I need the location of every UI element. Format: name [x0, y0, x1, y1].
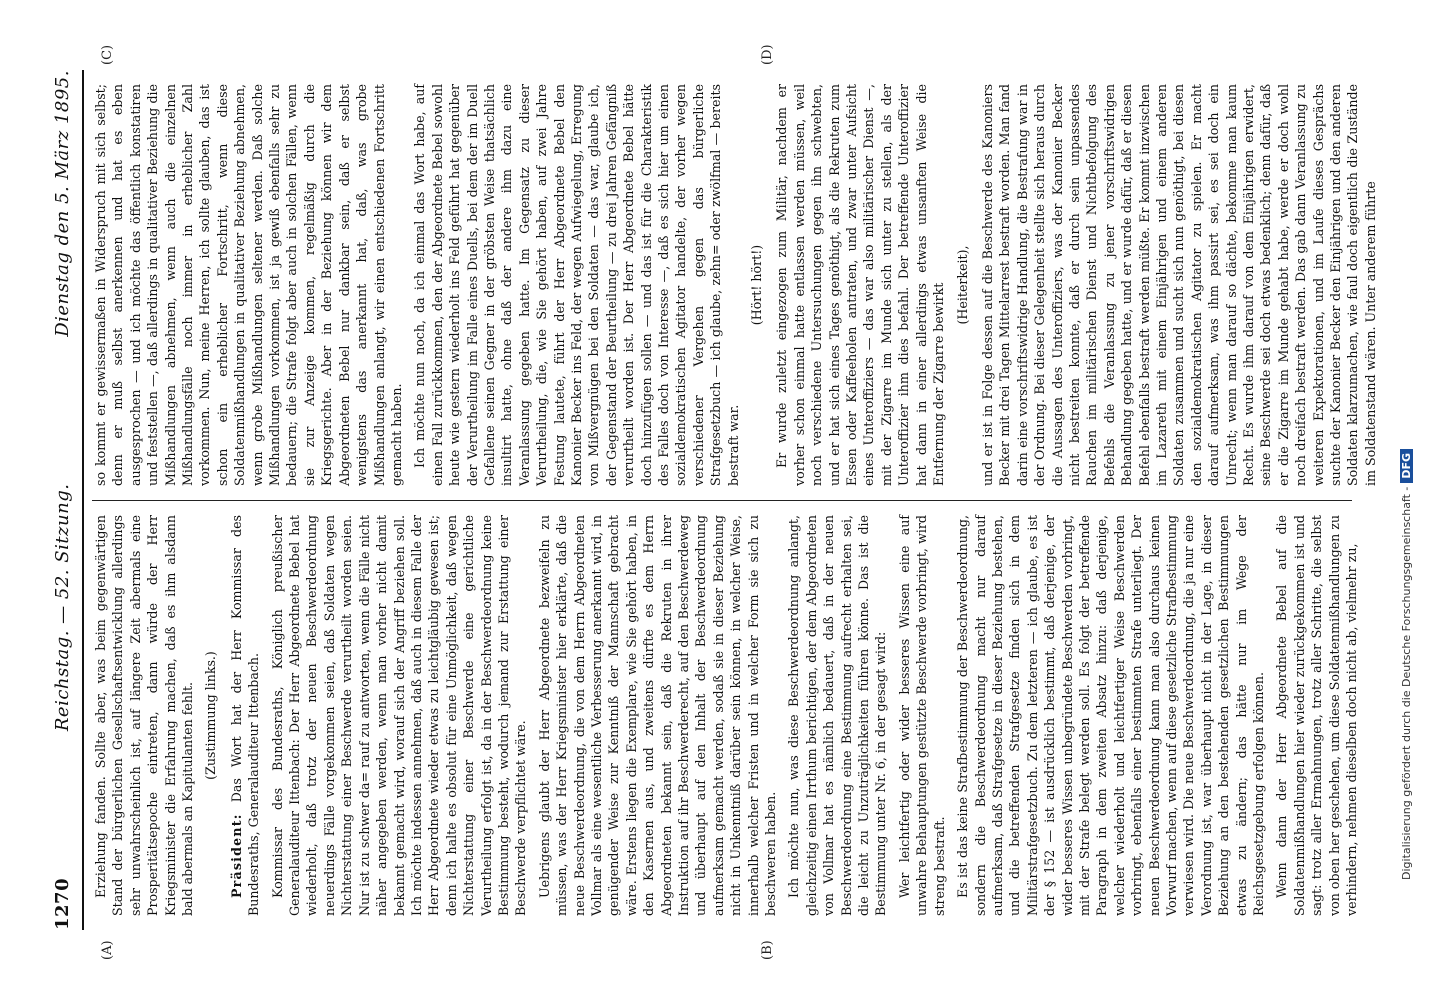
margin-letter-d: (D) — [760, 44, 775, 65]
paragraph — [1273, 515, 1360, 916]
left-column — [92, 500, 1360, 930]
paragraph — [228, 515, 263, 916]
paragraph — [954, 84, 971, 486]
paragraph — [785, 515, 889, 916]
paragraph — [92, 84, 405, 486]
paragraph-text: so kommt er gewissermaßen in Widerspruch mit sich selbst; denn er muß selbst anerkennen und hat es eben ausgesprochen — und ich möchte das öffentlich konstatiren und feststellen —, daß allerdings in qualitativer Beziehung die Mißhandlungen abnehmen, wenn auch die einzelnen Mißhandlungsfälle noch immer in erheblicher Zahl vorkommen. Nun, meine Herren, ich sollte glauben, das ist schon ein erheblicher Fortschritt, wenn diese Soldatenmißhandlungen in qualitativer Beziehung abnehmen, wenn grobe Mißhandlungen seltener werden. Daß solche Mißhandlungen vorkommen, ist ja gewiß ebenfalls sehr zu bedauern; die Strafe folgt aber auch in solchen Fällen, wenn sie zur Anzeige kommen, regelmäßig durch die Kriegsgerichte. Aber in der Beziehung können wir dem Abgeordneten Bebel nur dankbar sein, daß er selbst wenigstens das anerkannt hat, daß, was grobe Mißhandlungen anlangt, wir einen entschiedenen Fortschritt gemacht haben. — [93, 84, 404, 486]
paragraph-text: und er ist in Folge dessen auf die Beschwerde des Kanoniers Becker mit drei Tagen Mittelarrest bestraft worden. Man fand darin eine vorschriftswidrige Handlung, die Bestrafung war in der Ordnung. Bei dieser Gelegenheit stellte sich heraus durch die Aussagen des Unteroffiziers, was der Kanonier Becker nicht bestreiten konnte, daß er durch sein unpassendes Rauchen im militärischen Dienst und Nichtbefolgung des Befehls die Veranlassung zu jener vorschriftswidrigen Behandlung gegeben hatte, und er wurde dafür, daß er diesen Befehl ebenfalls bestraft werden müßte. Er kommt inzwischen im Lazareth mit einem Einjährigen und einem anderen Soldaten zusammen und sucht sich nun genöthigt, bei diesen den sozialdemokratischen Agitator zu spielen. Er macht darauf aufmerksam, was ihm passirt sei, es sei doch ein Unrecht; wenn man darauf so dächte, bekomme man kaum Recht. Es wurde ihm darauf von dem Einjährigen erwidert, seine Beschwerde sei doch etwas bedenklich; denn dafür, daß er die Zigarre im Munde gehabt habe, werde er doch wohl noch dreifach bestraft werden. Das gab dann Veranlassung zu weiteren Expektorationen, und im Laufe dieses Gesprächs suchte der Kanonier Becker den Einjährigen und den anderen Soldaten klarzumachen, wie faul doch eigentlich die Zustände im Soldatenstand wären. Unter anderem führte — [979, 84, 1378, 486]
page-header — [52, 70, 84, 930]
session-title: Reichstag. — 52. Sitzung. — [52, 483, 73, 732]
paragraph-text: Ich möchte nun, was diese Beschwerdeordnung anlangt, gleichzeitig einen Irrthum berichtigen, der dem Abgeordneten von Vollmar hat es nämlich bedauert, daß in der neuen Beschwerdeordnung eine Bestimmung aufrecht erhalten sei, die leicht zu Unzuträglichkeiten führen könne. Das ist die Bestimmung unter Nr. 6, in der gesagt wird: — [786, 515, 889, 916]
text-columns — [92, 70, 1378, 930]
session-date: Dienstag den 5. März 1895. — [52, 70, 73, 337]
paragraph — [896, 515, 948, 916]
paragraph — [202, 515, 219, 916]
paragraph-text: Es ist das keine Strafbestimmung der Beschwerdeordnung, sondern die Beschwerdeordnung macht nur darauf aufmerksam, daß Strafgesetze in dieser Beziehung bestehen, und die betreffenden Strafgesetze finden sich in dem Militärstrafgesetzbuch. Zu dem letzteren — ich glaube, es ist der § 152 — ist ausdrücklich bestimmt, daß derjenige, der wider besseres Wissen unbegründete Beschwerden vorbringt, mit der Strafe belegt werden soll. Es folgt der betreffende Paragraph in dem zweiten Absatz hinzu: daß derjenige, welcher wiederholt und leichtfertiger Weise Beschwerden vorbringt, ebenfalls einer bestimmten Strafe unterliegt. Der neuen Beschwerdeordnung kann man also durchaus keinen Vorwurf machen, wenn auf diese gesetzliche Strafbestimmung verwiesen wird. Die neue Beschwerdeordnung, die ja nur eine Verordnung ist, war überhaupt nicht in der Lage, in dieser Beziehung an den bestehenden gesetzlichen Bestimmungen etwas zu ändern; das hätte nur im Wege der Reichsgesetzgebung erfolgen können. — [955, 515, 1266, 916]
paragraph-text: Wenn dann der Herr Abgeordnete Bebel auf die Soldatenmißhandlungen hier wieder zurückgekommen ist und sagt: trotz aller Ermahnungen, trotz aller Schritte, die selbst von oben her geschehen, um diese Soldatenmißhandlungen zu verhindern, nehmen dieselben doch nicht ab, vielmehr zu, — [1274, 515, 1360, 916]
page-number: 1270 — [52, 877, 73, 930]
paragraph-text: (Hört! hört!) — [749, 244, 765, 326]
paragraph — [536, 515, 780, 916]
paragraph — [269, 515, 530, 916]
paragraph-text: Ich möchte nun noch, da ich einmal das Wort habe, auf einen Fall zurückkommen, den der Abgeordnete Bebel sowohl heute wie gestern wiederholt ins Feld geführt hat gegenüber der Verurtheilung im Falle eines Duells, bei dem der im Duell Gefallene seinen Gegner in der gröbsten Weise thatsächlich insultirt hatte, ohne daß der andere ihm dazu eine Veranlassung gegeben hatte. Im Gegensatz zu dieser Verurtheilung, die, wie Sie gehört haben, auf zwei Jahre Festung lautete, führt der Herr Abgeordnete Bebel den Kanonier Becker ins Feld, der wegen Aufwiegelung, Erregung von Mißvergnügen bei den Soldaten — das war, glaube ich, der Gegenstand der Beurtheilung — zu drei Jahren Gefängniß verurtheilt worden ist. Der Herr Abgeordnete Bebel hätte doch hinzufügen sollen — und das ist für die Charakteristik des Falles doch von Interesse —, daß es sich hier um einen sozialdemokratischen Agitator handelte, der vorher wegen verschiedener Vergehen gegen das bürgerliche Strafgesetzbuch — ich glaube, zehn= oder zwölfmal — bereits bestraft war. — [412, 84, 741, 486]
paragraph-text: (Heiterkeit), — [954, 245, 970, 325]
paragraph-text: Erziehung fanden. Sollte aber, was beim gegenwärtigen Stand der bürgerlichen Gesellschaftsentwicklung allerdings sehr unwahrscheinlich ist, auf längere Zeit abermals eine Prosperitätsepoche eintreten, dann würde der Herr Kriegsminister die Erfahrung machen, daß es ihm alsdann bald abermals an Kapitulanten fehlt. — [93, 515, 196, 916]
margin-letter-b: (B) — [760, 940, 775, 960]
paragraph-text: Uebrigens glaubt der Herr Abgeordnete bezweifeln zu müssen, was der Herr Kriegsminister hier erklärte, daß die neue Beschwerdeordnung, die von dem Herrn Abgeordneten Vollmar als eine wesentliche Verbesserung anerkannt wird, in genügender Weise zur Kenntniß der Mannschaft gebracht wäre. Erstens liegen die Exemplare, wie Sie gehört haben, in den Kasernen aus, und zweitens dürfte es dem Herrn Abgeordneten bekannt sein, daß die Rekruten in ihrer Instruktion auf ihr Beschwerderecht, auf den Beschwerdeweg und überhaupt auf den Inhalt der Beschwerdeordnung aufmerksam gemacht werden, sodaß sie in dieser Beziehung nicht in Unkenntniß darüber sein können, in welcher Weise, innerhalb welcher Fristen und in welcher Form sie sich zu beschweren haben. — [536, 515, 779, 916]
paragraph-text: Das Wort hat der Herr Kommissar des Bundesraths, Generalauditeur Ittenbach. — [228, 515, 262, 916]
paragraph — [979, 84, 1379, 486]
paragraph — [411, 84, 742, 486]
paragraph — [954, 515, 1267, 916]
speaker-label: Präsident: — [228, 813, 244, 898]
paragraph — [773, 84, 947, 486]
dfg-logo: DFG — [1400, 449, 1413, 483]
right-column — [92, 70, 1378, 500]
paragraph — [92, 515, 196, 916]
digitization-credit — [1400, 0, 1413, 880]
paragraph-text: Kommissar des Bundesraths, Königlich preußischer Generalauditeur Ittenbach: Der Herr Abgeordnete Bebel hat wiederholt, daß trotz der neuen Beschwerdeordnung neuerdings Fälle vorgekommen seien, daß Soldaten wegen Nichterstattung einer Beschwerde verurtheilt worden seien. Nur ist zu schwer da= rauf zu antworten, wenn die Fälle nicht näher angegeben werden, wenn man vorher nicht damit bekannt gemacht wird, worauf sich der Angriff beziehen soll. Ich möchte indessen annehmen, daß auch in diesem Falle der Herr Abgeordnete wieder etwas zu leichtgläubig gewesen ist; denn ich halte es obsolut für eine Unmöglichkeit, daß wegen Nichterstattung einer Beschwerde eine gerichtliche Verurtheilung erfolgt ist, da in der Beschwerdeordnung keine Bestimmung besteht, wodurch jemand zur Erstattung einer Beschwerde verpflichtet wäre. — [269, 515, 529, 916]
paragraph-text: Er wurde zuletzt eingezogen zum Militär, nachdem er vorher schon einmal hatte entlassen werden müssen, weil noch verschiedene Untersuchungen gegen ihn schwebten, und er hat sich eines Tages genöthigt, als die Rekruten zum Essen oder Kaffeeholen antraten, und zwar unter Aufsicht eines Unteroffiziers — das war also militärischer Dienst —, mit der Zigarre im Munde sich unter zu stellen, als der Unteroffizier ihm dies befahl. Der betreffende Unteroffizier hat dann in einer allerdings etwas unsanften Weise die Entfernung der Zigarre bewirkt — [774, 84, 947, 486]
paragraph-text: (Zustimmung links.) — [203, 651, 219, 780]
margin-letter-a: (A) — [100, 940, 115, 960]
credit-text: Digitalisierung gefördert durch die Deutsche Forschungsgemeinschaft - — [1400, 486, 1413, 880]
paragraph-text: Wer leichtfertig oder wider besseres Wissen eine auf unwahre Behauptungen gestützte Beschwerde vorbringt, wird streng bestraft. — [896, 515, 947, 916]
margin-letter-c: (C) — [100, 44, 115, 65]
paragraph — [748, 84, 765, 486]
